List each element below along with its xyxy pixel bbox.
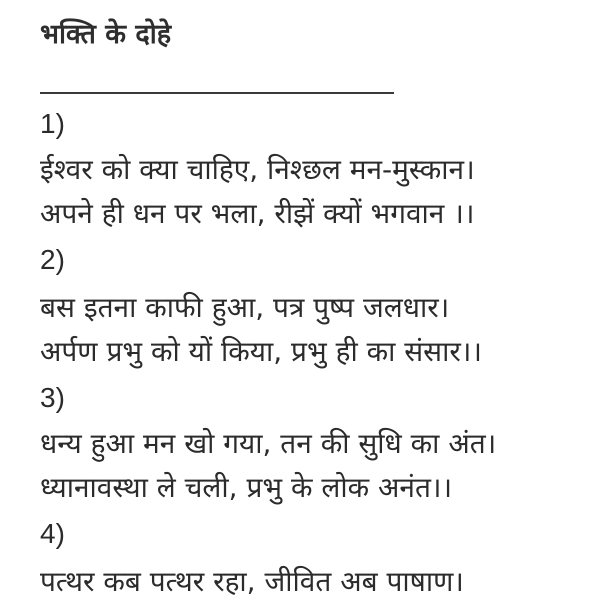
verse-number: 2) [40,244,65,275]
title-underline-divider [40,92,394,94]
verse-line: बस इतना काफी हुआ, पत्र पुष्प जलधार। [40,291,450,324]
verse-line: धन्य हुआ मन खो गया, तन की सुधि का अंत। [40,427,497,460]
verse-number: 4) [40,518,65,549]
verse-line: अपने ही धन पर भला, रीझें क्यों भगवान ।। [40,197,475,230]
verse-number: 3) [40,382,65,413]
verse-number: 1) [40,108,65,139]
verse-line: पत्थर कब पत्थर रहा, जीवित अब पाषाण। [40,565,464,598]
document-title: भक्ति के दोहे [40,19,172,50]
verse-line: ईश्वर को क्या चाहिए, निश्छल मन-मुस्कान। [40,153,475,186]
verse-line: अर्पण प्रभु को यों किया, प्रभु ही का संसार।। [40,335,483,368]
verse-line: ध्यानावस्था ले चली, प्रभु के लोक अनंत।। [40,471,453,504]
